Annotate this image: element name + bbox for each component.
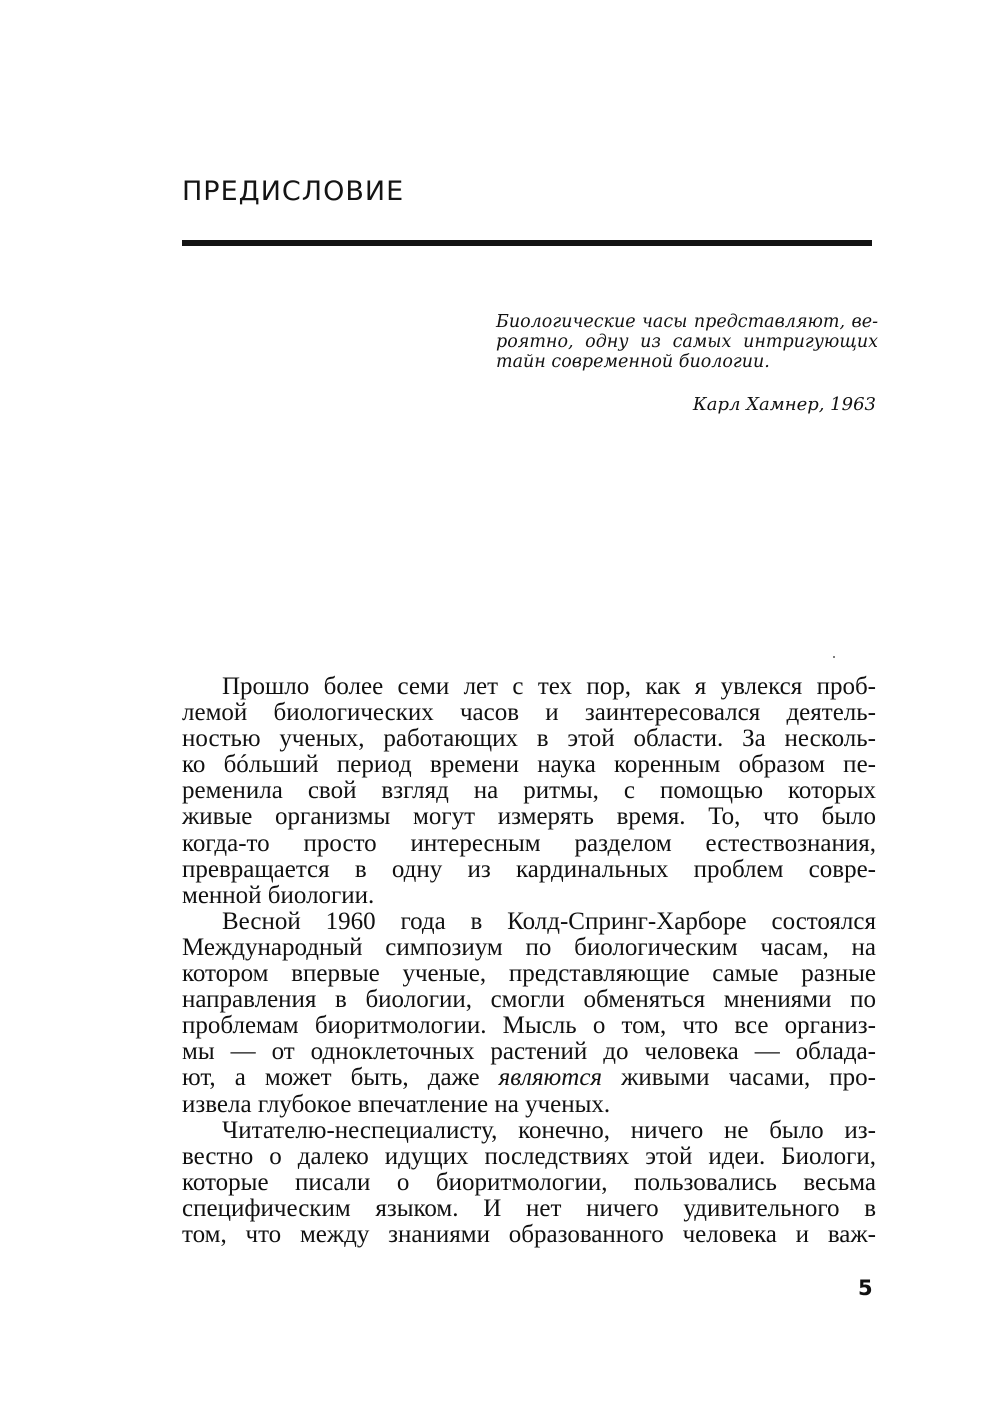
epigraph [496, 312, 878, 372]
text-segment: ют, а может быть, даже [182, 1064, 499, 1092]
text-line: которые писали о биоритмологии, пользовались весьма [182, 1168, 876, 1196]
body-text [182, 674, 876, 1248]
text-segment: живыми часами, про- [602, 1064, 876, 1092]
epigraph-attribution: Карл Хамнер, 1963 [692, 394, 876, 415]
text-line: превращается в одну из кардинальных проблем совре- [182, 855, 876, 883]
page-number: 5 [858, 1276, 873, 1300]
epigraph-line: Биологические часы представляют, ве- [496, 312, 878, 332]
text-line: Весной 1960 года в Колд-Спринг-Харборе состоялся [222, 907, 876, 935]
text-line: специфическим языком. И нет ничего удивительного в [182, 1194, 876, 1222]
text-line: живые организмы могут измерять время. То, что было [182, 803, 876, 831]
text-line: Международный симпозиум по биологическим часам, на [182, 933, 876, 961]
print-speck [833, 656, 835, 658]
text-line: лемой биологических часов и заинтересовался деятель- [182, 699, 876, 727]
text-line: направления в биологии, смогли обменяться мнениями по [182, 986, 876, 1014]
text-line: Прошло более семи лет с тех пор, как я увлекся проб- [222, 673, 876, 700]
title-rule [182, 240, 872, 246]
text-line: вестно о далеко идущих последствиях этой идеи. Биологи, [182, 1142, 876, 1170]
text-line: ностью ученых, работающих в этой области. За несколь- [182, 725, 876, 753]
emphasized-word: являются [498, 1064, 603, 1092]
text-line: ременила свой взгляд на ритмы, с помощью которых [182, 777, 876, 805]
text-line: извела глубокое впечатление на ученых. [182, 1090, 611, 1118]
text-line: мы — от одноклеточных растений до человека — облада- [182, 1038, 876, 1066]
text-line: ко бóльший период времени наука коренным образом пе- [182, 751, 876, 779]
text-line: том, что между знаниями образованного человека и важ- [182, 1220, 876, 1248]
text-line-with-emphasis [182, 1065, 876, 1091]
text-line: котором впервые ученые, представляющие самые разные [182, 960, 876, 988]
epigraph-line: роятно, одну из самых интригующих [496, 332, 878, 352]
text-line: менной биологии. [182, 881, 375, 909]
text-line: Читателю-неспециалисту, конечно, ничего не было из- [222, 1116, 876, 1144]
epigraph-line: тайн современной биологии. [496, 352, 770, 372]
chapter-title: ПРЕДИСЛОВИЕ [182, 176, 405, 207]
text-line: когда-то просто интересным разделом естествознания, [182, 829, 876, 857]
text-line: проблемам биоритмологии. Мысль о том, что все организ- [182, 1012, 876, 1040]
